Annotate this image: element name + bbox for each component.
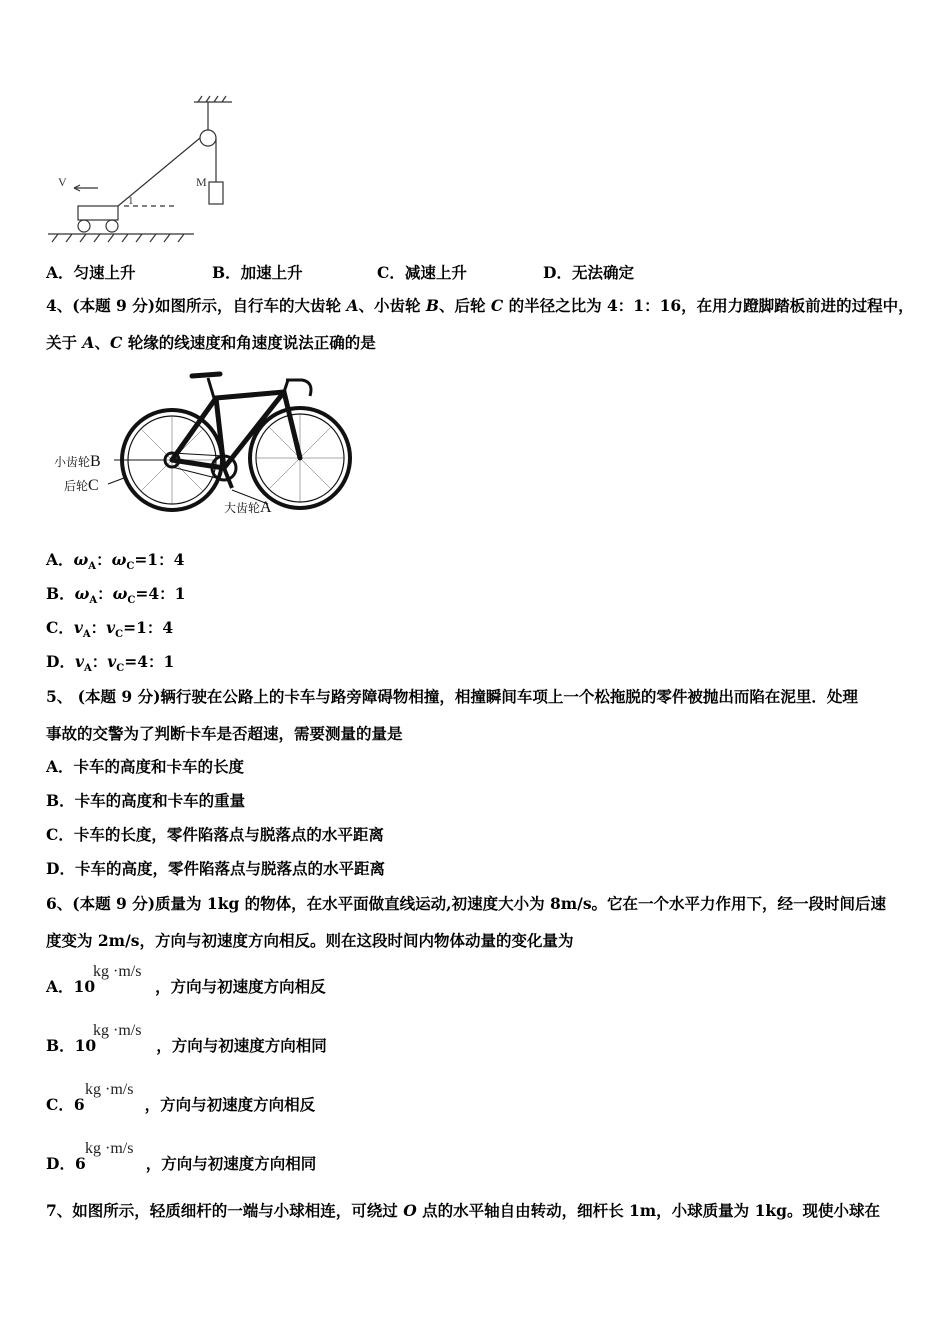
q3-option-a[interactable]: A．匀速上升 — [46, 263, 136, 282]
rear-wheel-label: 后轮C — [64, 477, 99, 494]
q5-option-b[interactable]: B．卡车的高度和卡车的重量 — [46, 791, 246, 810]
angle-label: 1 — [128, 195, 134, 207]
pulley-cart-figure — [44, 96, 207, 246]
q5-stem-line1: 5、 (本题 9 分)辆行驶在公路上的卡车与路旁障碍物相撞，相撞瞬间车项上一个松拖脱的零件被抛出而陷在泥里．处理 — [46, 687, 858, 706]
q4-stem-line2: 关于 A、C 轮缘的线速度和角速度说法正确的是 — [46, 333, 376, 352]
q6-stem-line2: 度变为 2m/s，方向与初速度方向相反。则在这段时间内物体动量的变化量为 — [46, 931, 574, 950]
small-gear-label: 小齿轮B — [54, 453, 101, 470]
q6-option-b[interactable]: B．10 ，方向与初速度方向相同 — [46, 1036, 327, 1055]
q5-option-c[interactable]: C．卡车的长度，零件陷落点与脱落点的水平距离 — [46, 825, 384, 844]
q4-stem-line1: 4、(本题 9 分)如图所示，自行车的大齿轮 A、小齿轮 B、后轮 C 的半径之比为 4：1：16，在用力蹬脚踏板前进的过程中， — [46, 296, 914, 315]
q5-stem-line2: 事故的交警为了判断卡车是否超速，需要测量的量是 — [46, 724, 403, 743]
velocity-label: V — [58, 175, 67, 189]
q4-option-d[interactable]: D．$v_A$：$v_C=4$：1 — [46, 652, 175, 675]
q3-option-c[interactable]: C．减速上升 — [377, 263, 467, 282]
mass-label: M — [196, 175, 207, 189]
q6-option-a[interactable]: A．10 ，方向与初速度方向相反 — [46, 977, 326, 996]
q5-option-d[interactable]: D．卡车的高度，零件陷落点与脱落点的水平距离 — [46, 859, 385, 878]
q6-option-c[interactable]: C．6 ，方向与初速度方向相反 — [46, 1095, 316, 1114]
q6-option-d[interactable]: D．6 ，方向与初速度方向相同 — [46, 1154, 317, 1173]
q5-option-a[interactable]: A．卡车的高度和卡车的长度 — [46, 757, 245, 776]
q6-stem-line1: 6、(本题 9 分)质量为 1kg 的物体，在水平面做直线运动,初速度大小为 8m/s。它在一个水平力作用下，经一段时间后速 — [46, 894, 887, 913]
q4-option-b[interactable]: B．$\omega_A$：$\omega_C=4$：1 — [46, 584, 186, 607]
q6-option-b-unit: kg ·m/s — [93, 1022, 142, 1039]
q6-option-d-unit: kg ·m/s — [85, 1140, 134, 1157]
q6-option-a-unit: kg ·m/s — [93, 963, 142, 980]
q6-option-c-unit: kg ·m/s — [85, 1081, 134, 1098]
q7-stem-line1: 7、如图所示，轻质细杆的一端与小球相连，可绕过 O 点的水平轴自由转动，细杆长 1m，小球质量为 1kg。现使小球在 — [46, 1201, 880, 1220]
big-gear-label: 大齿轮A — [224, 499, 272, 516]
bicycle-figure — [48, 368, 353, 520]
q3-option-d[interactable]: D．无法确定 — [543, 263, 634, 282]
q3-option-b[interactable]: B．加速上升 — [212, 263, 303, 282]
q4-option-c[interactable]: C．$v_A$：$v_C=1$：4 — [46, 618, 174, 641]
q4-option-a[interactable]: A．$\omega_A$：$\omega_C=1$：4 — [46, 550, 185, 573]
